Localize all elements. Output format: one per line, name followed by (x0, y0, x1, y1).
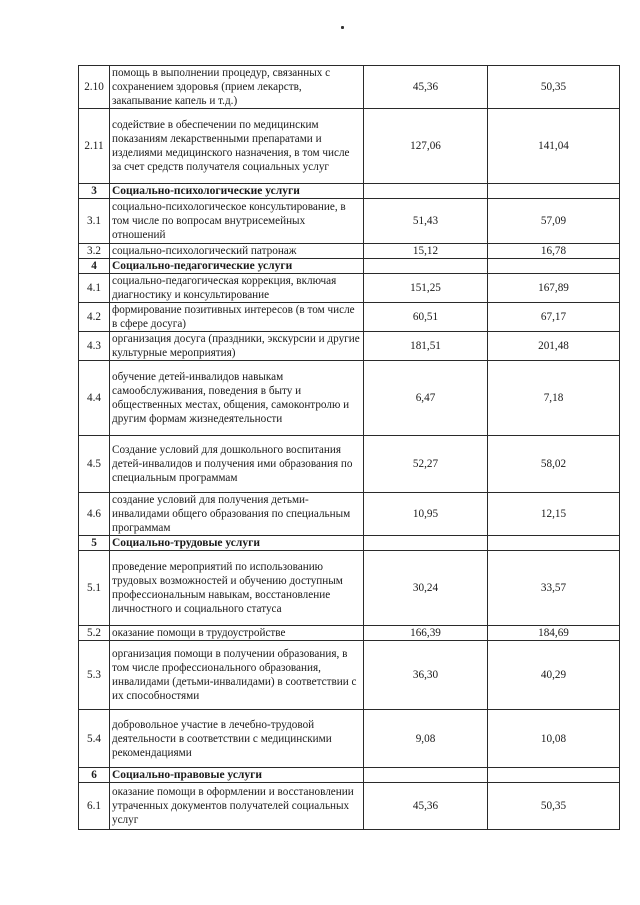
row-number: 5.3 (79, 641, 110, 710)
tariff-value-1: 52,27 (364, 436, 488, 493)
tariff-value-2 (488, 536, 620, 551)
tariff-value-2: 58,02 (488, 436, 620, 493)
service-name: создание условий для получения детьми-инвалидами общего образования по специальным программам (110, 493, 364, 536)
tariff-value-2: 184,69 (488, 626, 620, 641)
service-name: организация помощи в получении образования, в том числе профессионального образования, инвалидами (детьми-инвалидами) в соответствии с их способностями (110, 641, 364, 710)
service-name: содействие в обеспечении по медицинским показаниям лекарственными препаратами и изделиями медицинского назначения, в том числе за счет средств получателя социальных услуг (110, 109, 364, 184)
service-name: обучение детей-инвалидов навыкам самообслуживания, поведения в быту и общественных местах, общения, самоконтролю и другим формам жизнедеятельности (110, 361, 364, 436)
table-row (79, 303, 620, 332)
tariff-value-2: 7,18 (488, 361, 620, 436)
section-title: Социально-психологические услуги (110, 184, 364, 199)
table-row (79, 109, 620, 184)
row-number: 4 (79, 259, 110, 274)
tariff-value-2 (488, 259, 620, 274)
row-number: 4.5 (79, 436, 110, 493)
service-name: оказание помощи в трудоустройстве (110, 626, 364, 641)
tariff-value-1: 45,36 (364, 66, 488, 109)
section-title: Социально-правовые услуги (110, 768, 364, 783)
row-number: 4.4 (79, 361, 110, 436)
tariff-value-2: 33,57 (488, 551, 620, 626)
table-row (79, 641, 620, 710)
tariff-value-1 (364, 259, 488, 274)
table-row (79, 493, 620, 536)
tariff-value-1: 51,43 (364, 199, 488, 244)
tariff-value-2: 201,48 (488, 332, 620, 361)
tariff-table (78, 65, 620, 830)
row-number: 5 (79, 536, 110, 551)
service-name: социально-психологическое консультирование, в том числе по вопросам внутрисемейных отношений (110, 199, 364, 244)
service-name: помощь в выполнении процедур, связанных с сохранением здоровья (прием лекарств, закапывание капель и т.д.) (110, 66, 364, 109)
table-row (79, 244, 620, 259)
row-number: 3.2 (79, 244, 110, 259)
tariff-value-2: 50,35 (488, 66, 620, 109)
tariff-value-2: 16,78 (488, 244, 620, 259)
section-title: Социально-педагогические услуги (110, 259, 364, 274)
tariff-value-1: 36,30 (364, 641, 488, 710)
tariff-value-2: 167,89 (488, 274, 620, 303)
table-row (79, 361, 620, 436)
table-row (79, 332, 620, 361)
row-number: 4.3 (79, 332, 110, 361)
tariff-value-1 (364, 768, 488, 783)
section-title: Социально-трудовые услуги (110, 536, 364, 551)
table-row (79, 626, 620, 641)
row-number: 6.1 (79, 783, 110, 830)
table-body (79, 66, 620, 830)
tariff-value-1: 127,06 (364, 109, 488, 184)
tariff-value-2: 40,29 (488, 641, 620, 710)
row-number: 4.6 (79, 493, 110, 536)
tariff-value-2 (488, 768, 620, 783)
tariff-value-1: 15,12 (364, 244, 488, 259)
tariff-value-2: 50,35 (488, 783, 620, 830)
service-name: формирование позитивных интересов (в том числе в сфере досуга) (110, 303, 364, 332)
table-row (79, 783, 620, 830)
tariff-value-1: 151,25 (364, 274, 488, 303)
tariff-value-2: 57,09 (488, 199, 620, 244)
tariff-value-2 (488, 184, 620, 199)
tariff-value-1: 181,51 (364, 332, 488, 361)
tariff-value-1: 166,39 (364, 626, 488, 641)
row-number: 2.10 (79, 66, 110, 109)
tariff-value-2: 67,17 (488, 303, 620, 332)
tariff-value-2: 12,15 (488, 493, 620, 536)
service-name: организация досуга (праздники, экскурсии и другие культурные мероприятия) (110, 332, 364, 361)
table-row (79, 199, 620, 244)
page-mark (341, 26, 344, 29)
tariff-value-1: 6,47 (364, 361, 488, 436)
tariff-value-1: 45,36 (364, 783, 488, 830)
service-name: добровольное участие в лечебно-трудовой деятельности в соответствии с медицинскими рекомендациями (110, 710, 364, 768)
tariff-value-1: 60,51 (364, 303, 488, 332)
table-row (79, 274, 620, 303)
service-name: Создание условий для дошкольного воспитания детей-инвалидов и получения ими образования по специальным программам (110, 436, 364, 493)
service-name: оказание помощи в оформлении и восстановлении утраченных документов получателей социальных услуг (110, 783, 364, 830)
row-number: 4.2 (79, 303, 110, 332)
tariff-value-1 (364, 536, 488, 551)
service-name: социально-психологический патронаж (110, 244, 364, 259)
section-row (79, 768, 620, 783)
section-row (79, 184, 620, 199)
tariff-value-2: 10,08 (488, 710, 620, 768)
table-row (79, 66, 620, 109)
row-number: 2.11 (79, 109, 110, 184)
row-number: 5.4 (79, 710, 110, 768)
service-name: социально-педагогическая коррекция, включая диагностику и консультирование (110, 274, 364, 303)
row-number: 5.2 (79, 626, 110, 641)
tariff-value-1: 10,95 (364, 493, 488, 536)
tariff-value-1: 30,24 (364, 551, 488, 626)
table-row (79, 436, 620, 493)
section-row (79, 259, 620, 274)
tariff-value-1: 9,08 (364, 710, 488, 768)
section-row (79, 536, 620, 551)
row-number: 3.1 (79, 199, 110, 244)
tariff-value-2: 141,04 (488, 109, 620, 184)
row-number: 6 (79, 768, 110, 783)
row-number: 3 (79, 184, 110, 199)
row-number: 5.1 (79, 551, 110, 626)
tariff-value-1 (364, 184, 488, 199)
service-name: проведение мероприятий по использованию трудовых возможностей и обучению доступным профессиональным навыкам, восстановление личностного и социального статуса (110, 551, 364, 626)
row-number: 4.1 (79, 274, 110, 303)
table-row (79, 710, 620, 768)
table-row (79, 551, 620, 626)
